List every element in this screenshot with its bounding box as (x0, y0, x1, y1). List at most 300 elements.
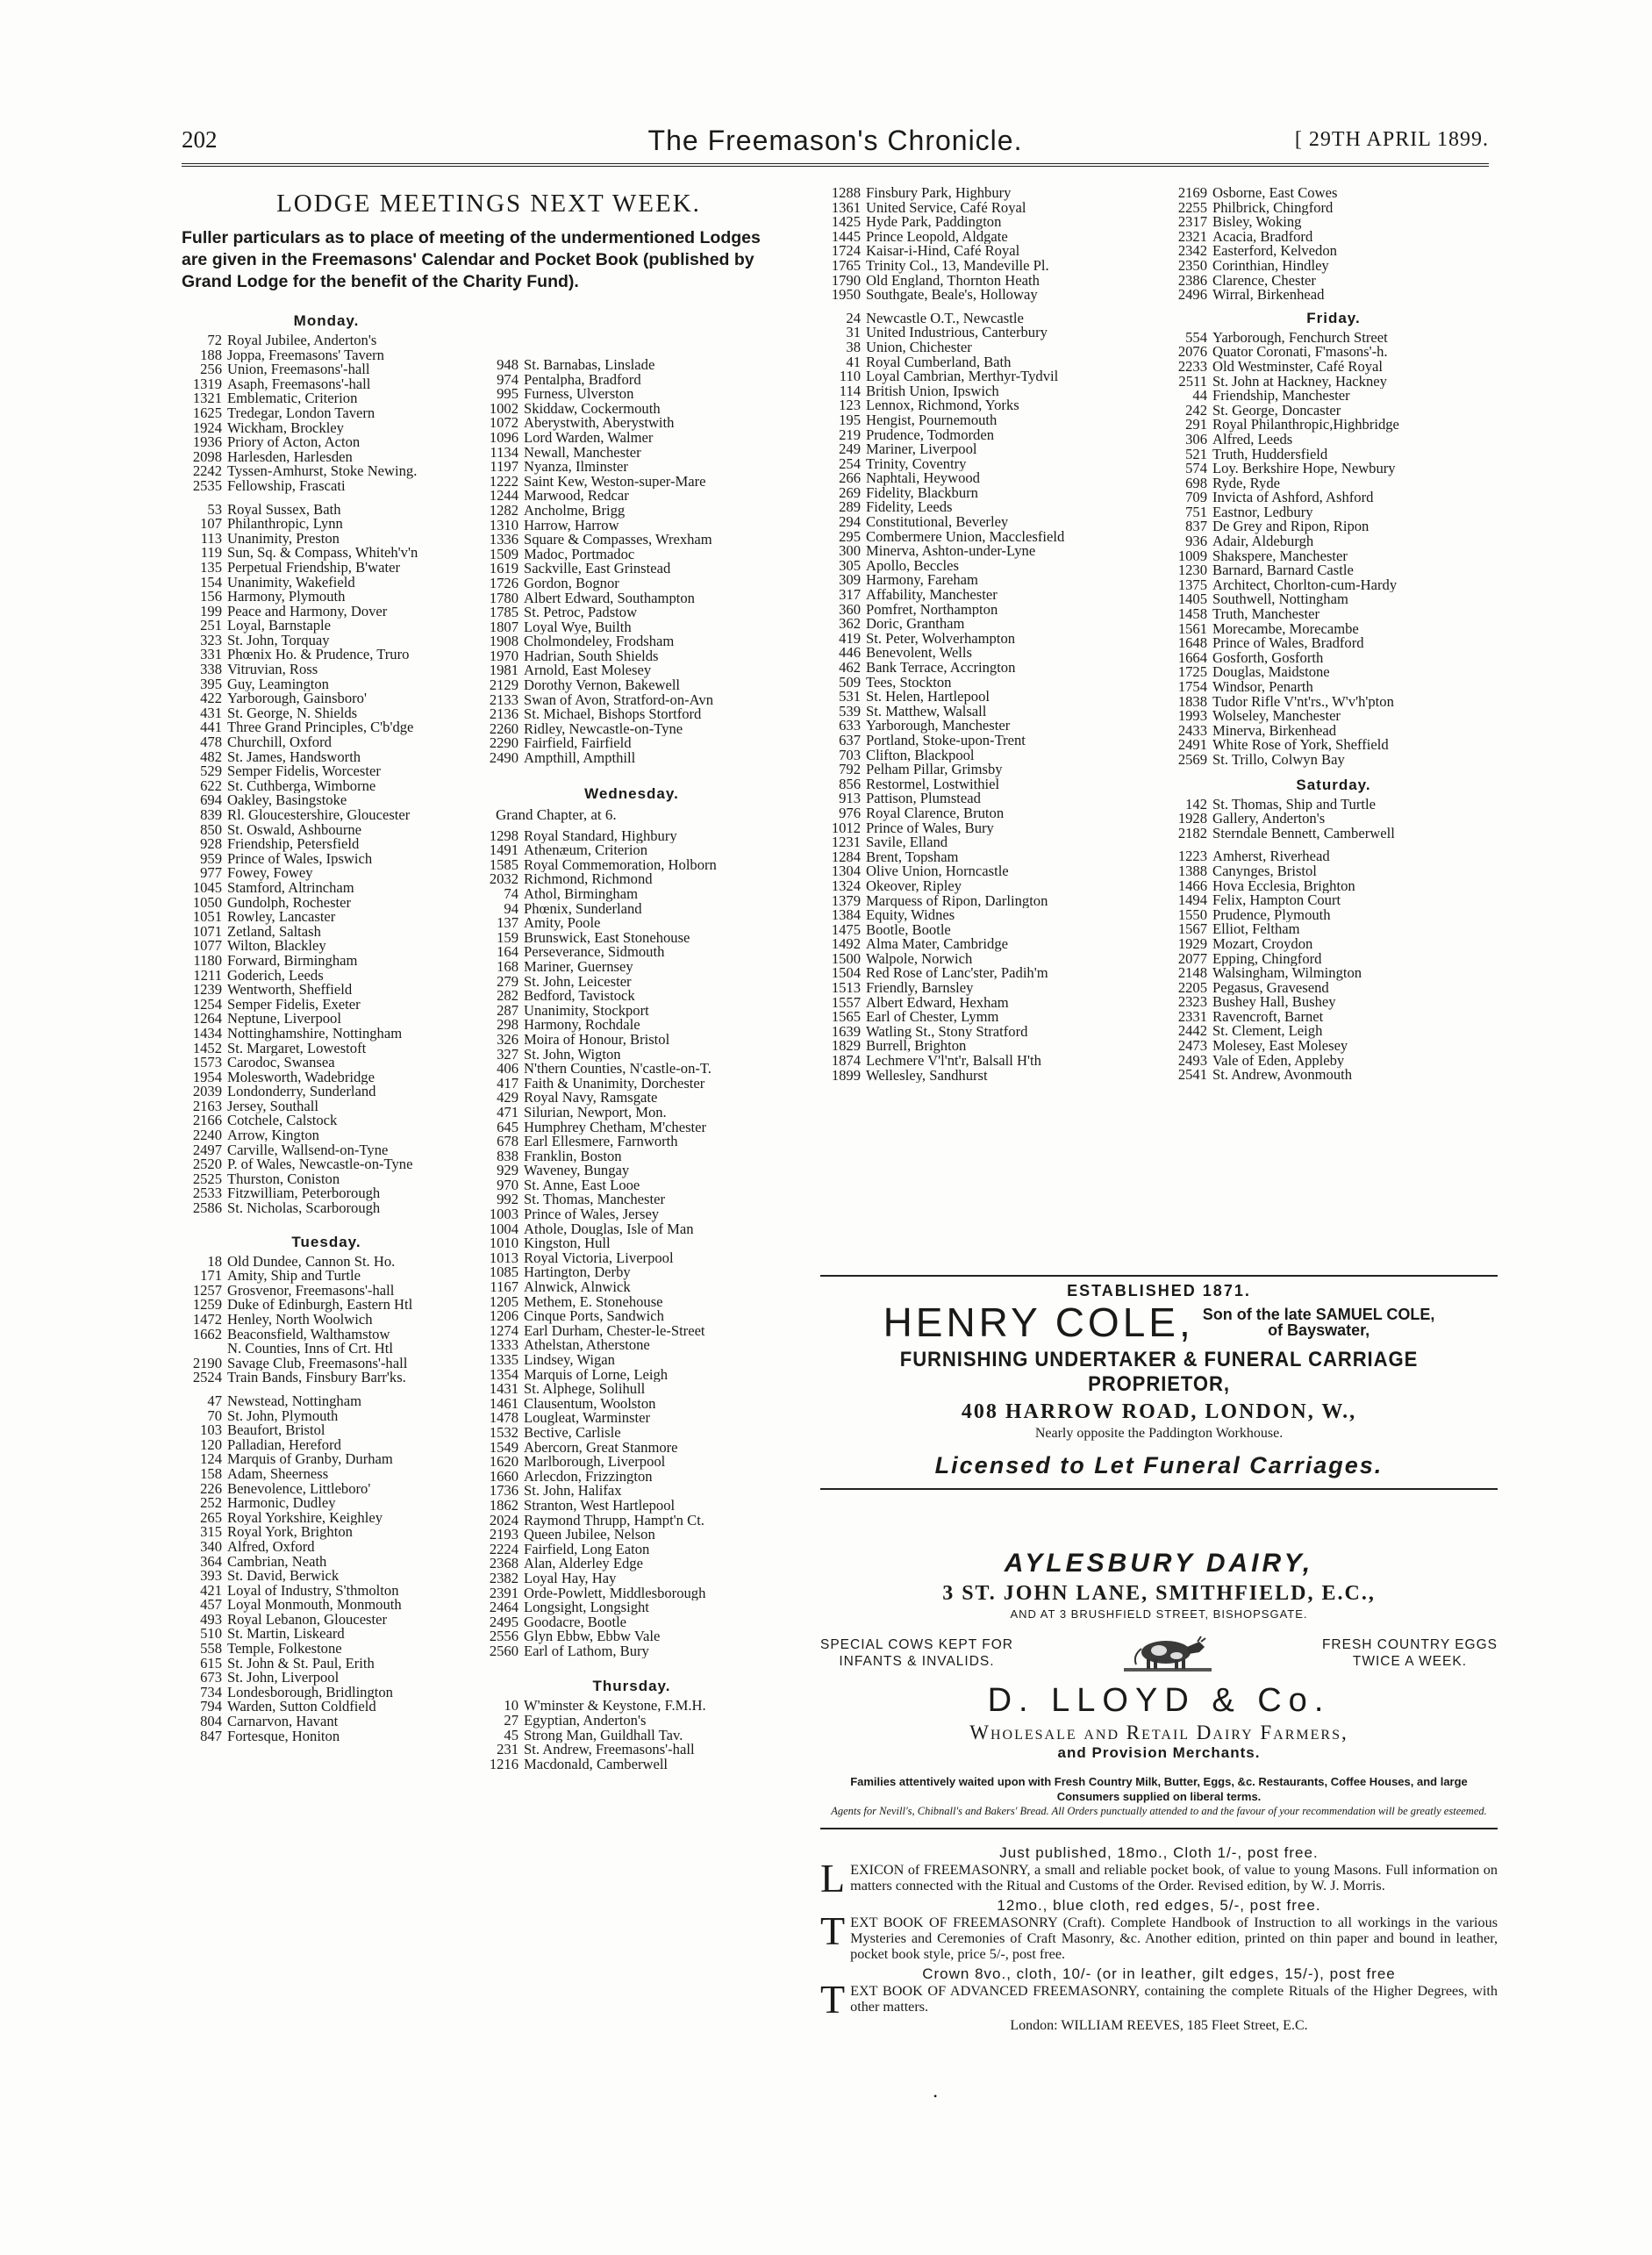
lodge-name: Gundolph, Rochester (227, 895, 352, 911)
lodge-number: 2368 (489, 1557, 518, 1571)
lodge-entry (478, 605, 785, 620)
lodge-entry (182, 1686, 471, 1700)
lodge-name: Palladian, Hereford (227, 1437, 341, 1453)
lodge-entry (478, 1004, 785, 1019)
book1-dropcap: L (820, 1856, 846, 1901)
lodge-number: 406 (497, 1062, 518, 1077)
lodge-number: 1319 (192, 376, 222, 392)
lodge-entry (820, 588, 1164, 603)
lodge-entry (182, 706, 471, 721)
lodge-name: Benevolence, Littleboro' (227, 1481, 371, 1497)
lodge-name: Yarborough, Gainsboro' (227, 691, 367, 706)
lodge-entry (478, 533, 785, 548)
lodge-number: 2525 (192, 1171, 222, 1187)
lodge-name: Stranton, West Hartlepool (524, 1498, 676, 1514)
lodge-name: Londonderry, Sunderland (227, 1085, 376, 1099)
lodge-name: Felix, Hampton Court (1212, 893, 1341, 908)
lodge-number: 2490 (489, 751, 518, 766)
lodge-entry (478, 387, 785, 402)
lodge-name: Royal Navy, Ramsgate (524, 1091, 658, 1106)
lodge-number: 2442 (1177, 1024, 1207, 1040)
lodge-number: 1284 (831, 849, 861, 865)
lodge-number: 2493 (1177, 1053, 1207, 1069)
lodge-number: 199 (200, 604, 222, 619)
lodge-number: 847 (200, 1729, 222, 1744)
lodge-name: Macdonald, Camberwell (524, 1757, 669, 1772)
lodge-entry (182, 517, 471, 532)
lodge-entry (182, 1042, 471, 1056)
lodge-number: 2317 (1177, 215, 1207, 230)
lodge-number: 633 (839, 719, 861, 734)
lodge-entry (478, 945, 785, 960)
lodge-number: 256 (200, 362, 222, 377)
advert-aylesbury-dairy (820, 1549, 1498, 1838)
lodge-number: 1785 (489, 605, 518, 620)
lodge-entry (1167, 922, 1500, 937)
lodge-number: 2560 (489, 1643, 518, 1659)
saturday-country-list (1167, 849, 1500, 1083)
lodge-number: 2331 (1177, 1009, 1207, 1025)
lodge-name: St. Martin, Liskeard (227, 1627, 345, 1643)
lodge-number: 242 (1185, 403, 1207, 419)
lodge-name: Wirral, Birkenhead (1212, 288, 1325, 303)
lodge-name: Alan, Alderley Edge (524, 1557, 643, 1571)
lodge-number: 734 (200, 1685, 222, 1700)
lodge-number: 327 (497, 1047, 518, 1063)
lodge-name: St. Alphege, Solihull (524, 1382, 646, 1397)
stray-mark: • (933, 2090, 938, 2102)
lodge-entry (478, 446, 785, 461)
lodge-name: Easterford, Kelvedon (1212, 244, 1337, 259)
lodge-number: 317 (839, 588, 861, 603)
dairy-title: AYLESBURY DAIRY, (1004, 1549, 1314, 1578)
lodge-number: 1239 (192, 983, 222, 998)
lodge-number: 360 (839, 602, 861, 618)
lodge-entry (182, 1157, 471, 1172)
lodge-number: 1950 (831, 288, 861, 303)
dairy-provision: and Provision Merchants. (1057, 1744, 1261, 1761)
lodge-number: 120 (200, 1437, 222, 1453)
lodge-entry (820, 215, 1164, 230)
lodge-name: Portland, Stoke-upon-Trent (866, 733, 1026, 748)
lodge-number: 1561 (1177, 621, 1207, 637)
lodge-number: 2182 (1177, 826, 1207, 841)
advert-henry-cole (820, 1275, 1498, 1499)
column-2 (478, 358, 785, 1772)
lodge-name: Mariner, Guernsey (524, 959, 633, 975)
lodge-name: Marlborough, Liverpool (524, 1455, 666, 1470)
lodge-number: 2350 (1177, 258, 1207, 274)
lodge-entry (820, 413, 1164, 428)
lodge-number: 1197 (490, 460, 518, 475)
cole-trade: FURNISHING UNDERTAKER & FUNERAL CARRIAGE PROPRIETOR, (899, 1348, 1419, 1396)
book3-description (820, 1977, 1498, 2022)
lodge-entry (182, 910, 471, 925)
lodge-number: 1321 (192, 391, 222, 406)
lodge-number: 103 (200, 1423, 222, 1438)
lodge-number: 2077 (1177, 951, 1207, 967)
lodge-number: 1660 (489, 1469, 518, 1485)
lodge-name: Athenæum, Criterion (524, 843, 648, 858)
lodge-name: Glyn Ebbw, Ebbw Vale (524, 1629, 661, 1644)
lodge-number: 168 (497, 959, 518, 975)
lodge-name: Fidelity, Leeds (866, 500, 953, 516)
lodge-name: Osborne, East Cowes (1212, 186, 1338, 201)
lodge-entry (182, 362, 471, 377)
lodge-entry (820, 311, 1164, 326)
lodge-name: Trinity Col., 13, Mandeville Pl. (866, 258, 1049, 274)
lodge-number: 1724 (831, 244, 861, 259)
lodge-entry (820, 1039, 1164, 1054)
dairy-wholesale: Wholesale and Retail Dairy Farmers, (969, 1722, 1348, 1743)
lodge-name: Lennox, Richmond, Yorks (866, 398, 1019, 413)
lodge-entry (820, 661, 1164, 676)
lodge-number: 72 (207, 333, 222, 348)
lodge-name: Southwell, Nottingham (1212, 592, 1348, 608)
lodge-number: 1085 (489, 1265, 518, 1281)
lodge-number: 1010 (489, 1236, 518, 1251)
lodge-name: Churchill, Oxford (227, 735, 332, 750)
lodge-entry (478, 960, 785, 975)
lodge-number: 41 (846, 354, 861, 370)
lodge-name: Old England, Thornton Heath (866, 273, 1040, 289)
lodge-entry (478, 1324, 785, 1339)
lodge-number: 2133 (489, 692, 518, 708)
lodge-number: 249 (839, 442, 861, 457)
lodge-name: Yarborough, Fenchurch Street (1212, 330, 1388, 346)
dairy-address: 3 ST. JOHN LANE, SMITHFIELD, E.C., (942, 1582, 1376, 1605)
lodge-entry (1167, 622, 1500, 637)
lodge-entry (182, 333, 471, 348)
lodge-number: 2136 (489, 707, 518, 722)
lodge-number: 1431 (489, 1382, 518, 1397)
lodge-number: 326 (497, 1032, 518, 1048)
lodge-entry (478, 1149, 785, 1164)
lodge-number: 2166 (192, 1113, 222, 1129)
lodge-number: 429 (497, 1091, 518, 1106)
lodge-name: N'thern Counties, N'castle-on-T. (524, 1062, 712, 1077)
thursday-heading: Thursday. (592, 1678, 671, 1695)
lodge-name: Earl Ellesmere, Farnworth (524, 1135, 678, 1149)
page-number: 202 (182, 126, 218, 153)
lodge-entry (478, 1280, 785, 1295)
lodge-name: Madoc, Portmadoc (524, 547, 635, 562)
lodge-entry (182, 881, 471, 896)
lodge-number: 2497 (192, 1142, 222, 1158)
lodge-entry (182, 1186, 471, 1201)
lodge-name: Gordon, Bognor (524, 576, 619, 591)
lodge-number: 421 (200, 1583, 222, 1599)
lodge-number: 315 (200, 1525, 222, 1540)
lodge-entry (182, 1482, 471, 1497)
lodge-name: Arnold, East Molesey (524, 663, 652, 679)
saturday-london-list (1167, 798, 1500, 841)
cole-name-row (820, 1299, 1498, 1345)
lodge-number: 159 (497, 930, 518, 946)
lodge-number: 38 (846, 340, 861, 355)
lodge-entry (820, 230, 1164, 245)
lodge-number: 913 (839, 791, 861, 806)
lodge-name: Harrow, Harrow (524, 518, 619, 533)
lodge-number: 1780 (489, 591, 518, 606)
lodge-number: 231 (497, 1743, 518, 1757)
lodge-number: 1009 (1177, 548, 1207, 564)
monday-country-list (182, 503, 471, 1216)
lodge-entry (820, 559, 1164, 574)
lodge-name: Richmond, Richmond (524, 872, 653, 887)
book3-dropcap: T (820, 1977, 846, 2022)
lodge-number: 1725 (1177, 665, 1207, 680)
lodge-name: St. Oswald, Ashbourne (227, 822, 362, 838)
lodge-entry (182, 1070, 471, 1085)
column-4 (1167, 186, 1500, 1083)
lodge-name: Athelstan, Atherstone (524, 1338, 650, 1353)
lodge-name: Invicta of Ashford, Ashford (1212, 490, 1374, 505)
lodge-name: Pegasus, Gravesend (1212, 980, 1329, 996)
lodge-name: Vale of Eden, Appleby (1212, 1053, 1345, 1069)
lodge-number: 2495 (489, 1614, 518, 1630)
lodge-name: Marquis of Granby, Durham (227, 1452, 393, 1467)
lodge-entry (478, 1411, 785, 1426)
lodge-entry (478, 1192, 785, 1207)
lodge-entry (1167, 1010, 1500, 1025)
lodge-entry (478, 1178, 785, 1193)
lodge-entry (820, 442, 1164, 457)
lodge-name: Train Bands, Finsbury Barr'ks. (227, 1371, 406, 1385)
lodge-entry (820, 705, 1164, 719)
lodge-number: 1924 (192, 420, 222, 436)
lodge-name: Oakley, Basingstoke (227, 793, 347, 808)
lodge-entry (820, 937, 1164, 952)
lodge-name: Yarborough, Manchester (866, 719, 1011, 734)
lodge-entry (182, 793, 471, 808)
lodge-number: 1620 (489, 1455, 518, 1470)
lodge-entry (478, 1222, 785, 1237)
lodge-name: Adam, Sheerness (227, 1466, 329, 1482)
lodge-name: Silurian, Newport, Mon. (524, 1105, 667, 1120)
lodge-entry (182, 464, 471, 479)
lodge-entry (820, 355, 1164, 370)
lodge-name: Rowley, Lancaster (227, 910, 336, 925)
lodge-name: Loyal, Barnstaple (227, 619, 331, 634)
lodge-entry (478, 872, 785, 887)
lodge-entry (1167, 607, 1500, 622)
lodge-name: Alfred, Leeds (1212, 432, 1293, 447)
lodge-entry (182, 1627, 471, 1642)
lodge-number: 2524 (192, 1371, 222, 1385)
lodge-name: Clifton, Blackpool (866, 748, 975, 763)
lodge-number: 364 (200, 1554, 222, 1570)
lodge-name: Amherst, Riverhead (1212, 849, 1330, 864)
lodge-name: St. John, Plymouth (227, 1408, 339, 1424)
lodge-entry (182, 1642, 471, 1657)
lodge-name: Friendly, Barnsley (866, 981, 974, 996)
intro-paragraph: Fuller particulars as to place of meeting of the undermentioned Lodges are given in the Freemasons' Calendar and Pocket Book (published by Grand Lodge for the benefit of the Charity Fund). (182, 228, 761, 291)
lodge-entry (478, 1265, 785, 1280)
lodge-number: 2433 (1177, 723, 1207, 739)
lodge-name: St. Clement, Leigh (1212, 1024, 1323, 1040)
lodge-entry (820, 879, 1164, 894)
lodge-number: 1472 (192, 1313, 222, 1328)
lodge-entry (182, 1143, 471, 1158)
lodge-entry (182, 1371, 471, 1385)
lodge-name: Zetland, Saltash (227, 924, 321, 940)
lodge-name: Pomfret, Northampton (866, 602, 998, 618)
lodge-name: Douglas, Maidstone (1212, 665, 1330, 680)
cole-name: HENRY COLE, (883, 1299, 1194, 1345)
lodge-number: 119 (200, 546, 222, 561)
lodge-number: 154 (200, 575, 222, 591)
lodge-entry (820, 515, 1164, 530)
lodge-number: 1298 (489, 828, 518, 844)
lodge-entry (1167, 331, 1500, 346)
lodge-number: 1004 (489, 1221, 518, 1237)
lodge-entry (820, 850, 1164, 865)
header-rule (182, 163, 1489, 167)
lodge-entry (820, 791, 1164, 806)
lodge-name: Cinque Ports, Sandwich (524, 1309, 664, 1324)
lodge-entry (478, 829, 785, 844)
lodge-name: Newstead, Nottingham (227, 1393, 361, 1409)
lodge-number: 27 (504, 1714, 518, 1729)
lodge-entry (478, 475, 785, 490)
lodge-entry (1167, 418, 1500, 433)
lodge-name: Jersey, Southall (227, 1099, 319, 1114)
lodge-entry (1167, 864, 1500, 879)
lodge-name: Naphtali, Heywood (866, 471, 980, 486)
lodge-name: Corinthian, Hindley (1212, 258, 1329, 274)
lodge-entry (1167, 578, 1500, 593)
lodge-name: Harlesden, Harlesden (227, 449, 353, 465)
lodge-number: 441 (200, 720, 222, 736)
lodge-number: 1244 (489, 489, 518, 504)
lodge-name: Phœnix, Sunderland (524, 901, 642, 917)
lodge-name: Saint Kew, Weston-super-Mare (524, 474, 706, 490)
lodge-name: Sackville, East Grinstead (524, 562, 671, 576)
lodge-number: 1807 (489, 619, 518, 635)
right-offer-2: TWICE A WEEK. (1352, 1654, 1468, 1669)
dairy-right-offer (1322, 1636, 1498, 1670)
lodge-name: Priory of Acton, Acton (227, 435, 361, 450)
lodge-name: Trinity, Coventry (866, 456, 967, 472)
lodge-name: Newcastle O.T., Newcastle (866, 311, 1024, 326)
lodge-name: Red Rose of Lanc'ster, Padih'm (866, 966, 1048, 982)
lodge-number: 1461 (489, 1396, 518, 1412)
saturday-heading: Saturday. (1296, 776, 1371, 793)
lodge-entry (478, 431, 785, 446)
lodge-entry (182, 1467, 471, 1482)
lodge-entry (182, 1409, 471, 1424)
lodge-number: 698 (1185, 476, 1207, 491)
lodge-entry (478, 1397, 785, 1412)
lodge-name: Clausentum, Woolston (524, 1396, 656, 1412)
lodge-number: 1230 (1177, 563, 1207, 578)
lodge-name: Walpole, Norwich (866, 951, 973, 967)
lodge-entry (182, 969, 471, 984)
lodge-name: Brent, Topsham (866, 849, 959, 865)
lodge-entry (1167, 563, 1500, 578)
lodge-number: 1639 (831, 1024, 861, 1040)
lodge-entry (820, 500, 1164, 515)
lodge-entry (478, 1557, 785, 1571)
lodge-number: 1354 (489, 1367, 518, 1383)
dairy-agents: Agents for Nevill's, Chibnall's and Bakers' Bread. All Orders punctually attended to and the favour of your recommendation will be greatly esteemed. (831, 1805, 1487, 1817)
lodge-name: Truth, Manchester (1212, 607, 1319, 622)
lodge-name: Waveney, Bungay (524, 1163, 630, 1178)
lodge-name: Hengist, Pournemouth (866, 412, 998, 428)
lodge-name: Tees, Stockton (866, 675, 952, 691)
lodge-name: Grosvenor, Freemasons'-hall (227, 1283, 395, 1299)
lodge-entry (182, 1598, 471, 1613)
lodge-number: 2242 (192, 464, 222, 479)
lodge-name: Ampthill, Ampthill (524, 751, 636, 766)
cole-licensed: Licensed to Let Funeral Carriages. (934, 1452, 1384, 1478)
lodge-name: Carville, Wallsend-on-Tyne (227, 1142, 389, 1158)
lodge-name: Cotchele, Calstock (227, 1113, 338, 1129)
lodge-name: Royal Commemoration, Holborn (524, 857, 717, 873)
lodge-number: 478 (200, 735, 222, 750)
lodge-name: Molesworth, Wadebridge (227, 1070, 375, 1085)
lodge-name: St. Thomas, Manchester (524, 1192, 665, 1208)
lodge-number: 493 (200, 1612, 222, 1628)
lodge-number: 2260 (489, 721, 518, 737)
lodge-entry (182, 1423, 471, 1438)
lodge-number: 431 (200, 705, 222, 721)
lodge-number: 282 (497, 989, 518, 1004)
lodge-number: 1379 (831, 893, 861, 909)
lodge-name: Warden, Sutton Coldfield (227, 1700, 376, 1715)
lodge-number: 703 (839, 748, 861, 763)
lodge-number: 1475 (831, 922, 861, 938)
lodge-number: 1648 (1177, 636, 1207, 651)
lodge-number: 2224 (489, 1542, 518, 1557)
lodge-number: 1445 (831, 229, 861, 245)
lodge-number: 1492 (831, 937, 861, 952)
lodge-name: Molesey, East Molesey (1212, 1039, 1348, 1054)
lodge-entry (820, 340, 1164, 355)
lodge-entry (182, 546, 471, 561)
lodge-name: Southgate, Beale's, Holloway (866, 288, 1038, 303)
lodge-number: 1954 (192, 1070, 222, 1085)
lodge-number: 18 (207, 1254, 222, 1270)
lodge-name: Hyde Park, Paddington (866, 215, 1002, 230)
lodge-entry (182, 1012, 471, 1027)
lodge-number: 1466 (1177, 878, 1207, 894)
lodge-number: 2569 (1177, 752, 1207, 768)
lodge-name: W'minster & Keystone, F.M.H. (524, 1699, 706, 1715)
lodge-entry (478, 1120, 785, 1135)
book2-heading: 12mo., blue cloth, red edges, 5/-, post free. (997, 1897, 1321, 1914)
lodge-name: Marquis of Lorne, Leigh (524, 1367, 669, 1383)
lodge-name: Amity, Poole (524, 916, 601, 931)
lodge-number: 1003 (489, 1207, 518, 1222)
lodge-name: Perseverance, Sidmouth (524, 945, 665, 960)
lodge-entry (182, 1128, 471, 1143)
advert-books (820, 1841, 1498, 2034)
lodge-number: 2541 (1177, 1068, 1207, 1083)
lodge-number: 2255 (1177, 200, 1207, 216)
lodge-name: Franklin, Boston (524, 1149, 622, 1164)
lodge-number: 1167 (490, 1280, 518, 1295)
lodge-entry (478, 416, 785, 431)
lodge-entry (182, 998, 471, 1013)
lodge-entry (820, 428, 1164, 443)
lodge-name: Aberystwith, Aberystwith (524, 416, 675, 431)
lodge-entry (478, 460, 785, 475)
lodge-number: 928 (200, 837, 222, 852)
lodge-name: Goodacre, Bootle (524, 1614, 627, 1630)
book1-text: EXICON of FREEMASONRY, a small and reliable pocket book, of value to young Masons. Full information on matters connected with the Ritual and Customs of the Order. Revised edition, by W. J. Morris. (850, 1862, 1498, 1893)
